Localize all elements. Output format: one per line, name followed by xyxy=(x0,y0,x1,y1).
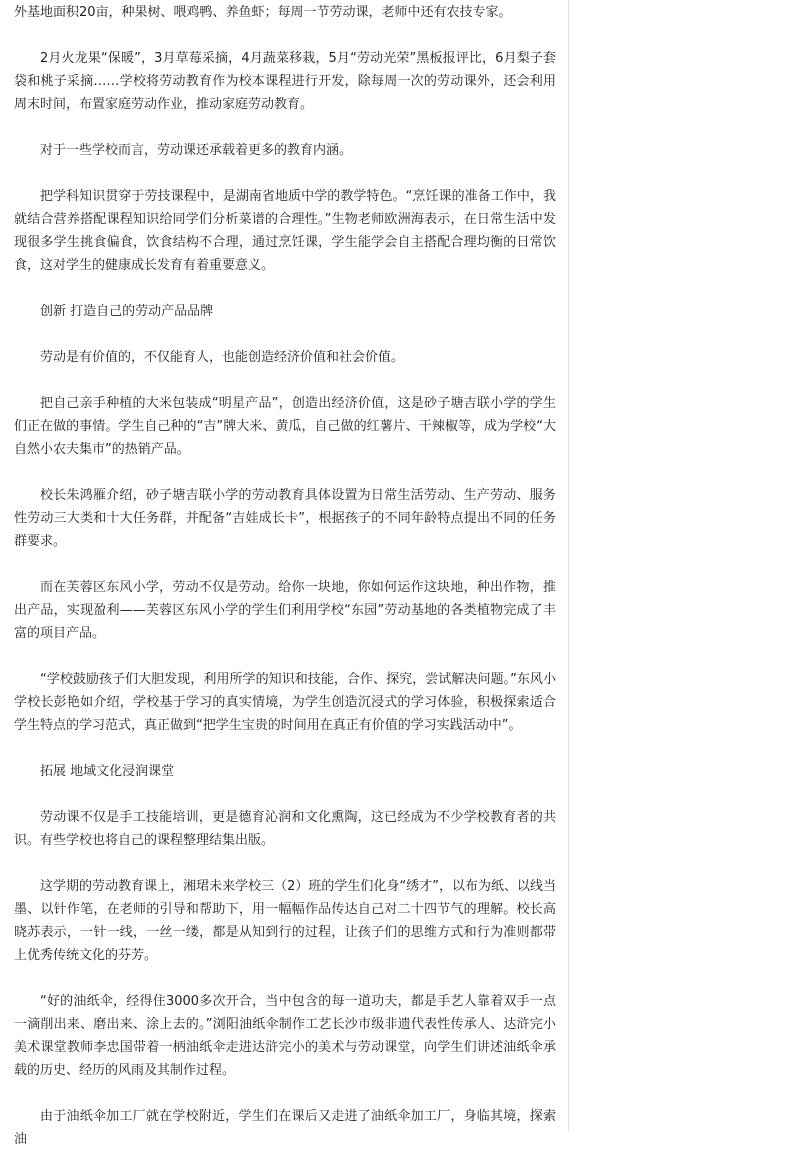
paragraph: 由于油纸伞加工厂就在学校附近，学生们在课后又走进了油纸伞加工厂，身临其境，探索油 xyxy=(14,1109,556,1147)
paragraph: 而在芙蓉区东风小学，劳动不仅是劳动。给你一块地，你如何运作这块地，种出作物，推出产品，实现盈利——芙蓉区东风小学的学生们利用学校“东园”劳动基地的各类植物完成了丰富的项目产品。 xyxy=(14,580,556,641)
section-heading-innovation: 创新 打造自己的劳动产品品牌 xyxy=(40,304,214,319)
paragraph: 劳动是有价值的，不仅能育人，也能创造经济价值和社会价值。 xyxy=(40,350,405,365)
paragraph: 这学期的劳动教育课上，湘珺未来学校三（2）班的学生们化身“绣才”，以布为纸、以线当墨、以针作笔，在老师的引导和帮助下，用一幅幅作品传达自己对二十四节气的理解。校长高晓苏表示，一针一线，一丝一缕，都是从知到行的过程，让孩子们的思维方式和行为准则都带上优秀传统文化的芬芳。 xyxy=(14,879,556,963)
paragraph-continued: 外基地面积20亩，种果树、喂鸡鸭、养鱼虾；每周一节劳动课，老师中还有农技专家。 xyxy=(14,5,512,20)
paragraph: 把自己亲手种植的大米包装成“明星产品”，创造出经济价值，这是砂子塘吉联小学的学生们正在做的事情。学生自己种的“吉”牌大米、黄瓜，自己做的红薯片、干辣椒等，成为学校“大自然小农夫集市”的热销产品。 xyxy=(14,396,556,457)
paragraph: 把学科知识贯穿于劳技课程中，是湖南省地质中学的教学特色。“烹饪课的准备工作中，我就结合营养搭配课程知识给同学们分析菜谱的合理性。”生物老师欧洲海表示，在日常生活中发现很多学生挑食偏食，饮食结构不合理，通过烹饪课，学生能学会自主搭配合理均衡的日常饮食，这对学生的健康成长发育有着重要意义。 xyxy=(14,189,556,273)
paragraph: “好的油纸伞，经得住3000多次开合，当中包含的每一道功夫，都是手艺人靠着双手一点一滴削出来、磨出来、涂上去的。”浏阳油纸伞制作工艺长沙市级非遗代表性传承人、达浒完小美术课堂教师李忠国带着一柄油纸伞走进达浒完小的美术与劳动课堂，向学生们讲述油纸伞承载的历史、经历的风雨及其制作过程。 xyxy=(14,994,556,1078)
paragraph: “学校鼓励孩子们大胆发现，利用所学的知识和技能，合作、探究，尝试解决问题。”东风小学校长彭艳如介绍，学校基于学习的真实情境，为学生创造沉浸式的学习体验，积极探索适合学生特点的学习范式，真正做到“把学生宝贵的时间用在真正有价值的学习实践活动中”。 xyxy=(14,672,556,733)
article-body xyxy=(14,1,556,1174)
paragraph: 2月火龙果“保暖”，3月草莓采摘，4月蔬菜移栽，5月“劳动光荣”黑板报评比，6月梨子套袋和桃子采摘……学校将劳动教育作为校本课程进行开发，除每周一次的劳动课外，还会利用周末时间，布置家庭劳动作业，推动家庭劳动教育。 xyxy=(14,51,556,112)
paragraph: 劳动课不仅是手工技能培训，更是德育沁润和文化熏陶，这已经成为不少学校教育者的共识。有些学校也将自己的课程整理结集出版。 xyxy=(14,810,556,848)
paragraph: 校长朱鸿雁介绍，砂子塘吉联小学的劳动教育具体设置为日常生活劳动、生产劳动、服务性劳动三大类和十大任务群，并配备“吉娃成长卡”，根据孩子的不同年龄特点提出不同的任务群要求。 xyxy=(14,488,556,549)
section-heading-expansion: 拓展 地域文化浸润课堂 xyxy=(40,764,175,779)
paragraph: 对于一些学校而言，劳动课还承载着更多的教育内涵。 xyxy=(40,143,353,158)
